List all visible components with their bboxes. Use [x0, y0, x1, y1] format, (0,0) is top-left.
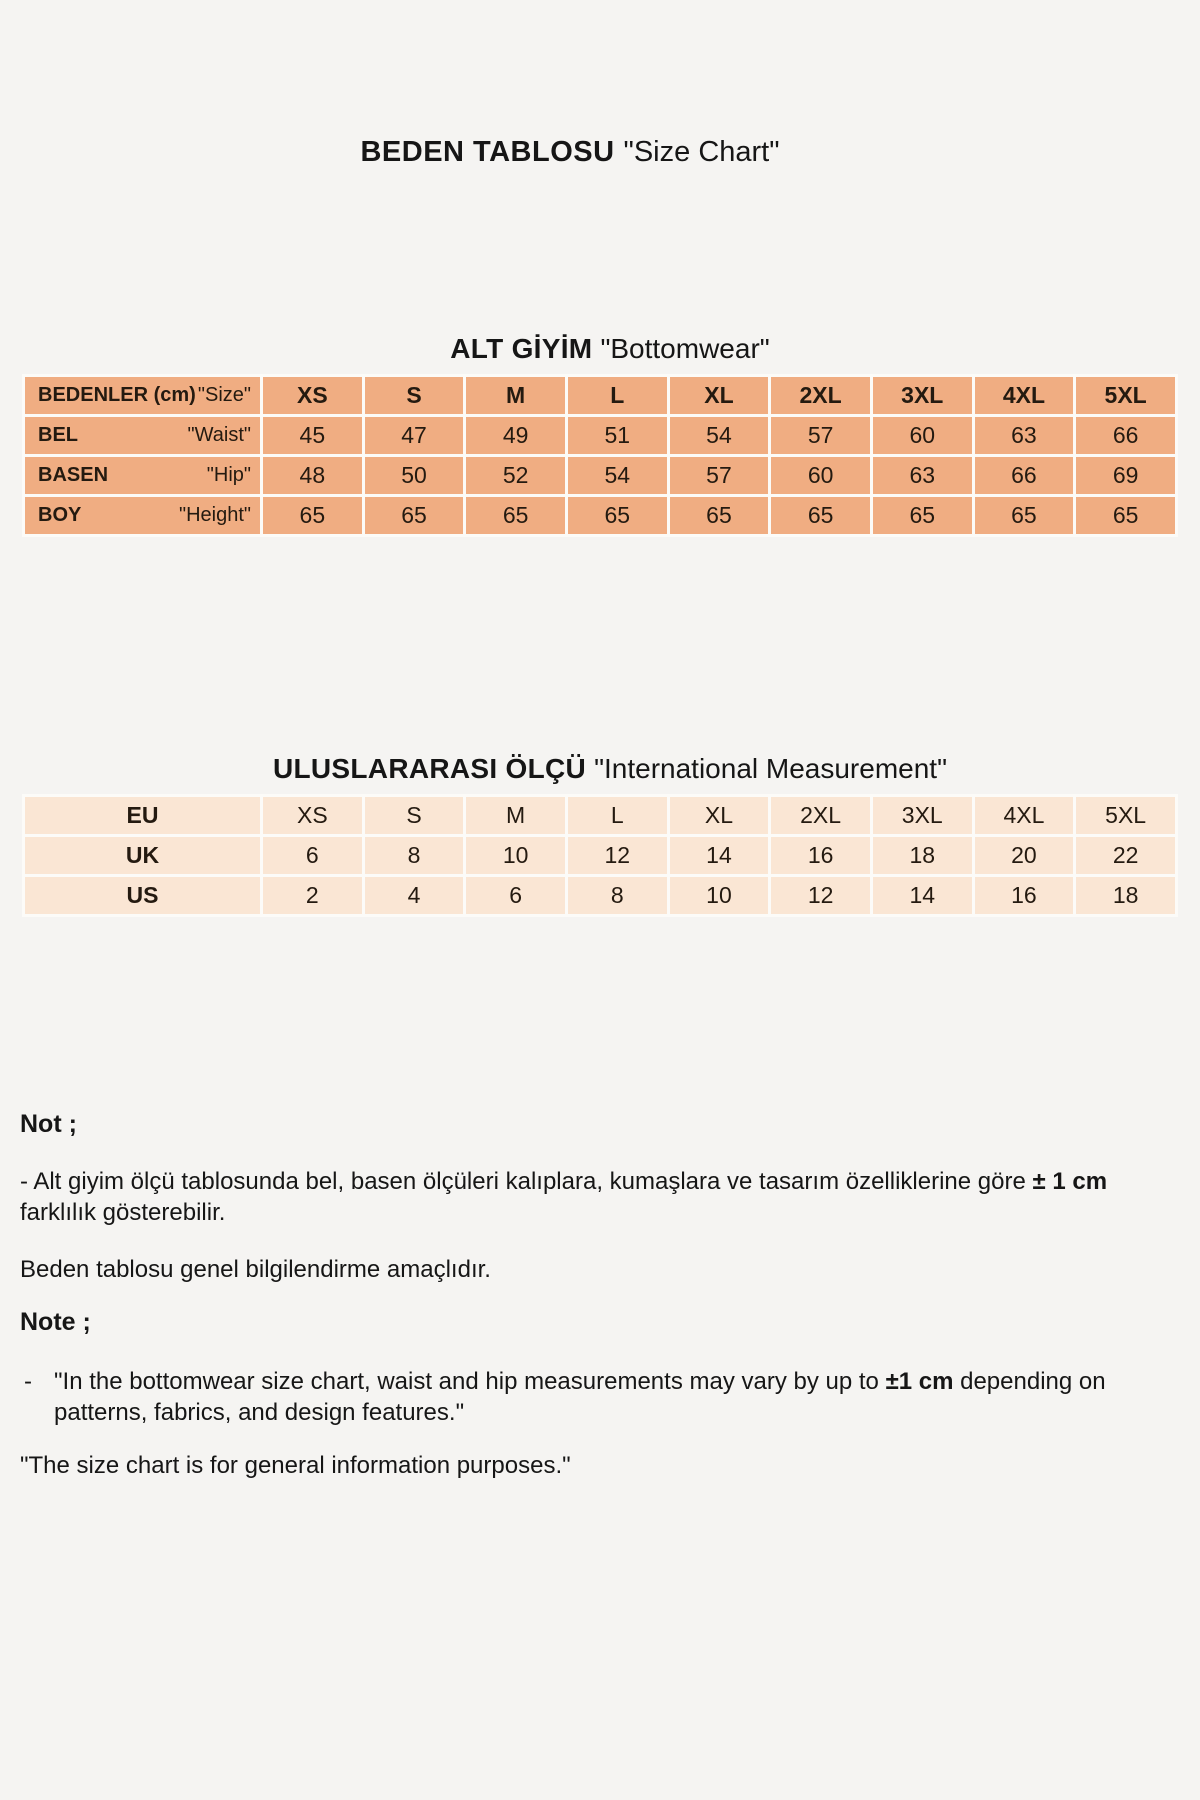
measurement-cell: 65: [365, 497, 464, 534]
size-cell: 10: [466, 837, 565, 874]
measurement-cell: 60: [873, 417, 972, 454]
measurement-cell: 45: [263, 417, 362, 454]
size-cell: L: [568, 797, 667, 834]
bottomwear-heading-english: "Bottomwear": [600, 333, 770, 364]
size-cell: 18: [873, 837, 972, 874]
measurement-cell: 48: [263, 457, 362, 494]
row-label: UK: [125, 842, 160, 868]
size-header-cell: 4XL: [975, 377, 1074, 414]
size-cell: 10: [670, 877, 769, 914]
measurement-cell: 65: [670, 497, 769, 534]
english-note-post: depending on patterns, fabrics, and design features.": [54, 1368, 1106, 1426]
row-label-cell: [25, 497, 260, 534]
table-row-height: [25, 497, 1175, 534]
measurement-cell: 51: [568, 417, 667, 454]
size-header-cell: 5XL: [1076, 377, 1175, 414]
international-heading-english: "International Measurement": [594, 753, 948, 784]
size-cell: 14: [873, 877, 972, 914]
measurement-cell: 57: [670, 457, 769, 494]
page-title: [0, 136, 1140, 169]
english-general-note: "The size chart is for general information purposes.": [20, 1452, 571, 1479]
row-label: BASEN: [38, 464, 109, 486]
turkish-note-post: farklılık gösterebilir.: [20, 1199, 226, 1226]
size-header-cell: XS: [263, 377, 362, 414]
row-label-cell: [25, 377, 260, 414]
size-cell: 8: [365, 837, 464, 874]
table-row-hip: [25, 457, 1175, 494]
measurement-cell: 60: [771, 457, 870, 494]
size-cell: 12: [568, 837, 667, 874]
size-cell: 14: [670, 837, 769, 874]
page-title-english: "Size Chart": [623, 136, 780, 168]
turkish-general-note: Beden tablosu genel bilgilendirme amaçlıdır.: [20, 1256, 491, 1283]
international-measurement-table: [22, 794, 1178, 917]
measurement-cell: 63: [975, 417, 1074, 454]
row-label-cell: [25, 837, 260, 874]
bottomwear-size-table: [22, 374, 1178, 537]
size-cell: 6: [466, 877, 565, 914]
size-cell: 18: [1076, 877, 1175, 914]
row-label: BEDENLER (cm): [38, 384, 196, 406]
measurement-cell: 65: [873, 497, 972, 534]
measurement-cell: 66: [975, 457, 1074, 494]
turkish-note-label: Not ;: [20, 1110, 77, 1138]
row-label: US: [126, 882, 159, 908]
size-cell: 8: [568, 877, 667, 914]
size-cell: 12: [771, 877, 870, 914]
row-label-translation: "Hip": [206, 464, 251, 486]
measurement-cell: 65: [568, 497, 667, 534]
size-header-cell: S: [365, 377, 464, 414]
english-note-label: Note ;: [20, 1308, 91, 1336]
english-note-pre: "In the bottomwear size chart, waist and hip measurements may vary by up to: [54, 1368, 886, 1395]
bottomwear-section-heading: [0, 333, 1200, 365]
size-header-cell: 3XL: [873, 377, 972, 414]
size-cell: M: [466, 797, 565, 834]
table-row-uk: [25, 837, 1175, 874]
measurement-cell: 69: [1076, 457, 1175, 494]
measurement-cell: 65: [771, 497, 870, 534]
row-label-cell: [25, 877, 260, 914]
row-label-cell: [25, 797, 260, 834]
size-cell: XS: [263, 797, 362, 834]
row-label-translation: "Size": [197, 384, 251, 406]
size-cell: 22: [1076, 837, 1175, 874]
row-label-translation: "Waist": [187, 424, 251, 446]
size-header-cell: L: [568, 377, 667, 414]
size-cell: 16: [975, 877, 1074, 914]
measurement-cell: 52: [466, 457, 565, 494]
measurement-cell: 66: [1076, 417, 1175, 454]
english-note-tolerance: ±1 cm: [885, 1368, 954, 1395]
bottomwear-heading-turkish: ALT GİYİM: [450, 333, 593, 364]
turkish-note-text: [20, 1166, 1186, 1228]
size-cell: 4: [365, 877, 464, 914]
row-label: BEL: [38, 424, 78, 446]
international-heading-turkish: ULUSLARARASI ÖLÇÜ: [272, 753, 587, 784]
table-header-row: [25, 377, 1175, 414]
size-header-cell: M: [466, 377, 565, 414]
size-cell: 4XL: [975, 797, 1074, 834]
table-row-eu: [25, 797, 1175, 834]
row-label-cell: [25, 417, 260, 454]
size-cell: 20: [975, 837, 1074, 874]
measurement-cell: 65: [1076, 497, 1175, 534]
table-row-waist: [25, 417, 1175, 454]
size-cell: 2XL: [771, 797, 870, 834]
size-cell: 3XL: [873, 797, 972, 834]
measurement-cell: 50: [365, 457, 464, 494]
measurement-cell: 63: [873, 457, 972, 494]
english-note-item: [20, 1366, 1186, 1428]
size-cell: S: [365, 797, 464, 834]
measurement-cell: 65: [975, 497, 1074, 534]
row-label: EU: [126, 802, 159, 828]
measurement-cell: 47: [365, 417, 464, 454]
size-cell: 5XL: [1076, 797, 1175, 834]
row-label: BOY: [38, 504, 82, 526]
measurement-cell: 57: [771, 417, 870, 454]
table-row-us: [25, 877, 1175, 914]
measurement-cell: 49: [466, 417, 565, 454]
size-cell: 6: [263, 837, 362, 874]
measurement-cell: 54: [670, 417, 769, 454]
international-section-heading: [0, 753, 1200, 785]
turkish-note-tolerance: ± 1 cm: [1032, 1168, 1108, 1195]
turkish-note-pre: - Alt giyim ölçü tablosunda bel, basen ölçüleri kalıplara, kumaşlara ve tasarım özelliklerine göre: [20, 1168, 1033, 1195]
list-dash: -: [24, 1368, 32, 1395]
size-cell: 16: [771, 837, 870, 874]
size-header-cell: XL: [670, 377, 769, 414]
size-cell: 2: [263, 877, 362, 914]
size-cell: XL: [670, 797, 769, 834]
measurement-cell: 54: [568, 457, 667, 494]
row-label-cell: [25, 457, 260, 494]
size-header-cell: 2XL: [771, 377, 870, 414]
page-title-turkish: BEDEN TABLOSU: [360, 136, 615, 168]
measurement-cell: 65: [263, 497, 362, 534]
english-note-text: [54, 1366, 1186, 1428]
measurement-cell: 65: [466, 497, 565, 534]
row-label-translation: "Height": [178, 504, 251, 526]
